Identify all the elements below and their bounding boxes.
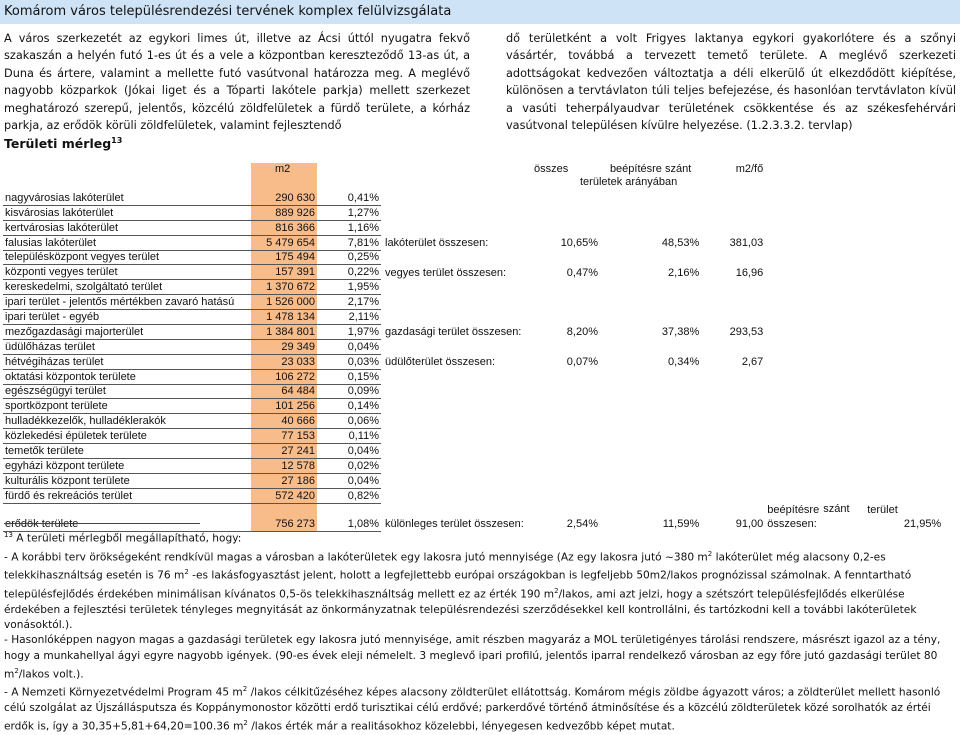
- row-area: 12 578: [251, 459, 317, 474]
- row-name: központi vegyes terület: [3, 265, 251, 280]
- header-m2: m2: [275, 163, 291, 175]
- row-area: 816 366: [251, 220, 317, 235]
- row-name: kertvárosias lakóterület: [3, 220, 251, 235]
- row-area: 1 384 801: [251, 325, 317, 340]
- table-row: [3, 310, 929, 325]
- szant-label: szánt: [823, 503, 850, 516]
- row-name: hulladékkezelők, hulladéklerakók: [3, 414, 251, 429]
- row-built: 0,34%: [668, 356, 700, 369]
- row-name: üdülőházas terület: [3, 339, 251, 354]
- table-row: [3, 325, 929, 340]
- footnote-lead-text: A területi mérlegből megállapítható, hogy:: [16, 532, 242, 545]
- row-name: ipari terület - jelentős mértékben zavaró hatású: [3, 295, 251, 310]
- row-name: fürdő és rekreációs terület: [3, 488, 251, 503]
- footnote-para-2: - Hasonlóképpen nagyon magas a gazdasági területek egy lakosra jutó mennyisége, amit részben magyaráz a MOL területigényes tárolási rendszere, másrészt igazol az a tény, hogy a munkahellyal ágyi egyre nagyobb igények. (90-es évek eleji némelelt. 3 meglevő ipari profilú, jelentős iparral rendelkező városban az egy főre jutó gazdasági terület 80 $m^2$/lakos volt.).: [4, 634, 941, 681]
- table-row: [3, 235, 929, 250]
- row-name: kulturális központ területe: [3, 473, 251, 488]
- row-area: 175 494: [251, 250, 317, 265]
- row-name: közlekedési épületek területe: [3, 429, 251, 444]
- section-title: [4, 136, 122, 151]
- row-name: oktatási központok területe: [3, 369, 251, 384]
- row-area: 756 273: [251, 503, 317, 531]
- row-area: 290 630: [251, 191, 317, 205]
- table-row: [3, 250, 929, 265]
- table-row: [3, 191, 929, 205]
- footnote-para-3: - A Nemzeti Környezetvédelmi Program 45 $m^2$ /lakos célkitűzéséhez képes alacsony zöldterület ellátottság. Komárom mégis zöldbe ágyazott város; a zöldterület mellett hasonló célú szolgálat az Újszállásputsza és Koppánymonostor közötti erdő turisztikai célú erdővé; parkerdővé történő átminősítése és a közcélú zöldterületek közé sorolhatók az értéi erdők is, így a 30,35+5,81+64,20=100.36 $m^2$ /lakos érték már a realitásokhoz közelebbi, lényegesen kedvezőbb képet mutat.: [4, 685, 941, 733]
- row-area: 27 241: [251, 444, 317, 459]
- row-area: 27 186: [251, 473, 317, 488]
- row-name: ipari terület - egyéb: [3, 310, 251, 325]
- table-row: [3, 265, 929, 280]
- row-percent: 0,82%: [317, 488, 381, 503]
- row-percent: 0,04%: [317, 444, 381, 459]
- body-text-left: A város szerkezetét az egykori limes út, illetve az Ácsi úttól nyugatra fekvő szakaszán a helyén futó 1-es út és a vele a központban kereszteződő 13-as út, a Duna és ártere, valamint a mellette futó vasútvonal határozza meg. A meglévő nagyobb közparkok (Jókai liget és a Tóparti lakótele parkja) mellett szerkezet meghatározó szerepű, jelentős, közcélú zöldfelületek a fürdő területe, a kórház parkja, az erődök körüli zöldfelületek, valamint fejlesztendő: [4, 32, 470, 133]
- row-percent: 0,09%: [317, 384, 381, 399]
- row-area: 106 272: [251, 369, 317, 384]
- header-beepitesre: beépítésre szánt: [609, 163, 692, 175]
- table-row: [3, 399, 929, 414]
- table-row: [3, 414, 929, 429]
- land-balance-table: [3, 163, 942, 532]
- beepitesre-label: beépítésre: [767, 504, 820, 517]
- row-area: 1 526 000: [251, 295, 317, 310]
- row-percent: 0,11%: [317, 429, 381, 444]
- section-title-text: Területi mérleg: [4, 136, 112, 152]
- table-row: [3, 444, 929, 459]
- row-area: 1 478 134: [251, 310, 317, 325]
- row-percent: 1,16%: [317, 220, 381, 235]
- row-percent: 2,11%: [317, 310, 381, 325]
- row-total: 2,54%: [566, 518, 598, 531]
- table-header-row: [3, 163, 929, 191]
- document-header: [0, 0, 960, 24]
- row-per-person: 16,96: [735, 266, 764, 279]
- row-percent: 0,06%: [317, 414, 381, 429]
- row-percent: 0,14%: [317, 399, 381, 414]
- row-area: 29 349: [251, 339, 317, 354]
- grand-total: 21,95%: [903, 518, 942, 531]
- row-name: kereskedelmi, szolgáltató terület: [3, 280, 251, 295]
- row-percent: 0,25%: [317, 250, 381, 265]
- table-row: [3, 473, 929, 488]
- row-sum-label: gazdasági terület összesen:: [385, 326, 522, 339]
- osszesen-label: összesen:: [767, 518, 817, 531]
- footnote-rule: [4, 523, 200, 524]
- row-area: 1 370 672: [251, 280, 317, 295]
- header-title: Komárom város településrendezési tervének komplex felülvizsgálata: [4, 4, 452, 19]
- row-built: 11,59%: [662, 518, 700, 531]
- footnote-ref: 13: [111, 136, 123, 145]
- row-sum-label: üdülőterület összesen:: [385, 356, 496, 369]
- row-area: 5 479 654: [251, 235, 317, 250]
- table-row: [3, 339, 929, 354]
- row-area: 157 391: [251, 265, 317, 280]
- row-percent: 1,95%: [317, 280, 381, 295]
- row-percent: 0,04%: [317, 339, 381, 354]
- row-percent: 0,22%: [317, 265, 381, 280]
- row-name: kisvárosias lakóterület: [3, 205, 251, 220]
- table-row: [3, 354, 929, 369]
- row-per-person: 293,53: [729, 326, 764, 339]
- row-percent: 1,27%: [317, 205, 381, 220]
- table-row: [3, 205, 929, 220]
- footnote-lead: [4, 528, 956, 547]
- row-percent: 0,15%: [317, 369, 381, 384]
- header-osszes: összes: [534, 163, 569, 175]
- row-name: mezőgazdasági majorterület: [3, 325, 251, 340]
- row-percent: 0,41%: [317, 191, 381, 205]
- row-percent: 7,81%: [317, 235, 381, 250]
- row-area: 77 153: [251, 429, 317, 444]
- row-built: 2,16%: [668, 266, 700, 279]
- table-row: [3, 280, 929, 295]
- row-sum-label: vegyes terület összesen:: [385, 266, 507, 279]
- header-teruletek-aranyaban: területek arányában: [580, 176, 678, 188]
- footnote-number: 13: [4, 531, 13, 539]
- row-percent: 0,02%: [317, 459, 381, 474]
- footnote-para-1: - A korábbi terv örökségeként rendkívül magas a városban a lakóterületek egy lakosra jutó mennyisége (Az egy lakosra jutó ~380 $m^2$ lakóterület még alacsony 0,2-es telekkihasználtság esetén is 76 $m^2$ -es lakásfogyasztást jelent, holott a legfejlettebb európai országokban is legfeljebb 50m2/lakos prognózissal számolnak. A fenntartható településfejlődés érdekében minimálisan kívánatos 0,5-ös telekkihasználtság mellett ez az érték 190 $m^2$/lakos, ami azt jelzi, hogy a szétszórt településfejlődés elkerülése érdekében a fejlesztési területek tényleges megnyitását az önkormányzatnak településrendezési szerződésekkel kell kontrollálni, és tartózkodni kell a további lakóterületek vonásoktól.).: [4, 549, 917, 632]
- row-area: 64 484: [251, 384, 317, 399]
- row-percent: 1,97%: [317, 325, 381, 340]
- row-total: 0,47%: [566, 266, 598, 279]
- row-total: 0,07%: [566, 356, 598, 369]
- header-m2fo: m2/fő: [735, 163, 764, 175]
- row-name: egészségügyi terület: [3, 384, 251, 399]
- table-row: [3, 295, 929, 310]
- footnotes: [4, 528, 956, 735]
- row-per-person: 91,00: [735, 518, 764, 531]
- row-area: 40 666: [251, 414, 317, 429]
- row-name: sportközpont területe: [3, 399, 251, 414]
- row-built: 48,53%: [661, 237, 700, 250]
- table-row: [3, 369, 929, 384]
- row-area: 889 926: [251, 205, 317, 220]
- row-area: 23 033: [251, 354, 317, 369]
- row-area: 101 256: [251, 399, 317, 414]
- row-total: 8,20%: [566, 326, 598, 339]
- row-percent: 2,17%: [317, 295, 381, 310]
- terulet-label: terület: [867, 504, 898, 517]
- row-name: településközpont vegyes terület: [3, 250, 251, 265]
- row-percent: 0,04%: [317, 473, 381, 488]
- row-per-person: 2,67: [741, 356, 764, 369]
- table-row: [3, 429, 929, 444]
- body-text-right: dő területként a volt Frigyes laktanya egykori gyakorlótere és a szőnyi vásártér, továbbá a tervezett temető területe. A meglévő szerkezeti adottságokat kedvezően változtatja a déli elkerülő út elkezdődött kiépítése, különösen a tervtávlaton túli teljes befejezése, és hasonlóan tervtávlaton kívül a vasúti teherpályaudvar területének csökkentése és az székesfehérvári vasútvonal településen kívülre helyezése. (1.2.3.3.2. tervlap): [506, 32, 956, 133]
- row-percent: 1,08%: [317, 503, 381, 531]
- row-total: 10,65%: [560, 237, 598, 250]
- row-name: falusias lakóterület: [3, 235, 251, 250]
- row-percent: 0,03%: [317, 354, 381, 369]
- row-name: nagyvárosias lakóterület: [3, 191, 251, 205]
- row-name: egyházi központ területe: [3, 459, 251, 474]
- row-name: temetők területe: [3, 444, 251, 459]
- table-row: [3, 488, 929, 503]
- row-per-person: 381,03: [729, 237, 764, 250]
- table-row: [3, 384, 929, 399]
- row-name: hétvégiházas terület: [3, 354, 251, 369]
- row-built: 37,38%: [661, 326, 700, 339]
- row-sum-label: különleges terület összesen:: [385, 518, 524, 531]
- row-name: erődök területe: [3, 503, 251, 531]
- row-area: 572 420: [251, 488, 317, 503]
- table-row: [3, 503, 929, 531]
- table-row: [3, 459, 929, 474]
- table-row: [3, 220, 929, 235]
- row-sum-label: lakóterület összesen:: [385, 237, 489, 250]
